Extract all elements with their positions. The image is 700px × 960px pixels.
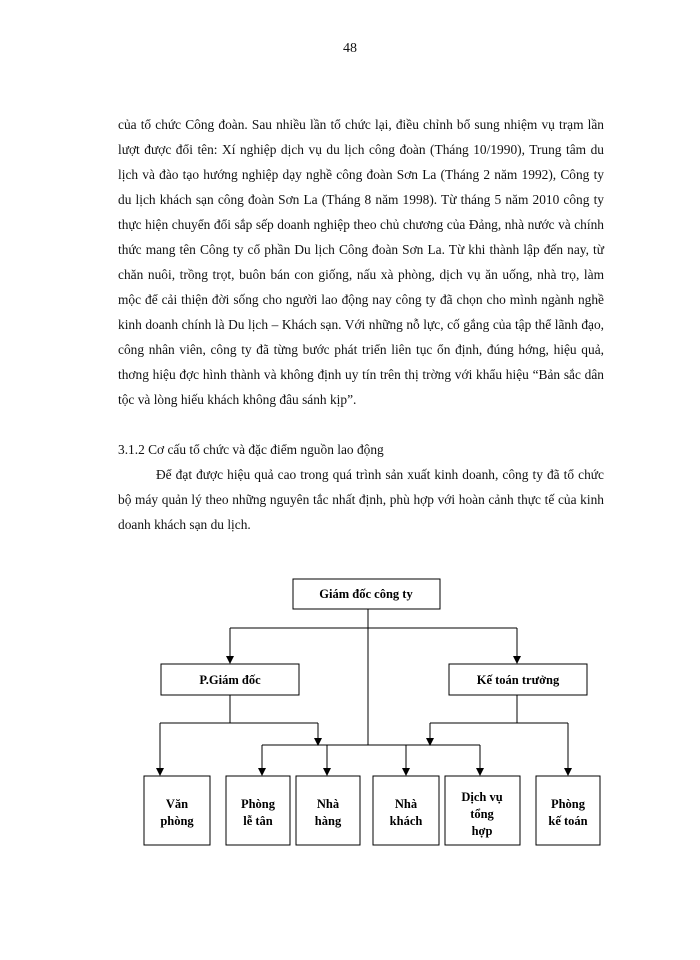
org-label-deputy-director: P.Giám đốc (199, 673, 261, 687)
org-box-restaurant (296, 776, 360, 845)
org-label-restaurant-line1: Nhà (316, 797, 340, 811)
org-label-chief-accountant: Kế toán trưởng (476, 673, 560, 687)
section-heading: 3.1.2 Cơ cấu tổ chức và đặc điểm nguồn lao động (118, 442, 384, 457)
org-box-reception (226, 776, 290, 845)
org-box-director (293, 579, 440, 609)
org-chart (0, 570, 700, 870)
org-label-general-services-line2: tổng (470, 807, 494, 821)
org-box-chief-accountant (449, 664, 587, 695)
body-paragraph-2: Để đạt được hiệu quả cao trong quá trình sản xuất kinh doanh, công ty đã tổ chức bộ máy quản lý theo những nguyên tắc nhất định, phù hợp với hoàn cảnh thực tế của kinh doanh khách sạn du lịch. (118, 467, 604, 532)
org-label-guesthouse-line1: Nhà (394, 797, 418, 811)
org-label-office-line1: Văn (165, 797, 189, 811)
org-label-director: Giám đốc công ty (319, 587, 413, 601)
org-box-office (144, 776, 210, 845)
org-box-accounting (536, 776, 600, 845)
org-label-general-services-line1: Dịch vụ (461, 790, 503, 804)
body-paragraph-1: của tổ chức Công đoàn. Sau nhiều lần tổ chức lại, điều chỉnh bổ sung nhiệm vụ trạm lần lượt được đổi tên: Xí nghiệp dịch vụ du lịch công đoàn (Tháng 10/1990), Trung tâm du lịch và đào tạo hướng nghiệp dạy nghề công đoàn Sơn La (Tháng 2 năm 1992), Công ty du lịch khách sạn công đoàn Sơn La (Tháng 8 năm 1998). Từ tháng 5 năm 2010 công ty thực hiện chuyển đổi sắp sếp doanh nghiệp theo chủ chương của Đảng, nhà nước và chính thức mang tên Công ty cổ phần Du lịch Công đoàn Sơn La. Từ khi thành lập đến nay, từ chăn nuôi, trồng trọt, buôn bán con giống, nấu xà phòng, dịch vụ ăn uống, nhà trọ, làm mộc để cải thiện đời sống cho người lao động nay công ty đã chọn cho mình ngành nghề kinh doanh chính là Du lịch – Khách sạn. Với những nỗ lực, cố gắng của tập thể lãnh đạo, công nhân viên, công ty đã từng bước phát triển liên tục ổn định, đúng hớng, hiệu quả, thơng hiệu đợc hình thành và không định uy tín trên thị trờng với khẩu hiệu “Bản sắc dân tộc và lòng hiếu khách không đâu sánh kịp”. (118, 117, 604, 407)
org-label-office-line2: phòng (160, 814, 194, 828)
org-label-reception-line2: lễ tân (243, 814, 273, 828)
org-label-reception-line1: Phòng (240, 797, 276, 811)
org-label-accounting-line2: kế toán (548, 814, 588, 828)
org-label-restaurant-line2: hàng (314, 814, 342, 828)
org-box-guesthouse (373, 776, 439, 845)
org-label-guesthouse-line2: khách (389, 814, 423, 828)
page-number: 48 (343, 41, 357, 56)
org-box-deputy-director (161, 664, 299, 695)
org-label-general-services-line3: hợp (471, 824, 493, 838)
org-label-accounting-line1: Phòng (550, 797, 586, 811)
org-box-general-services (445, 776, 520, 845)
